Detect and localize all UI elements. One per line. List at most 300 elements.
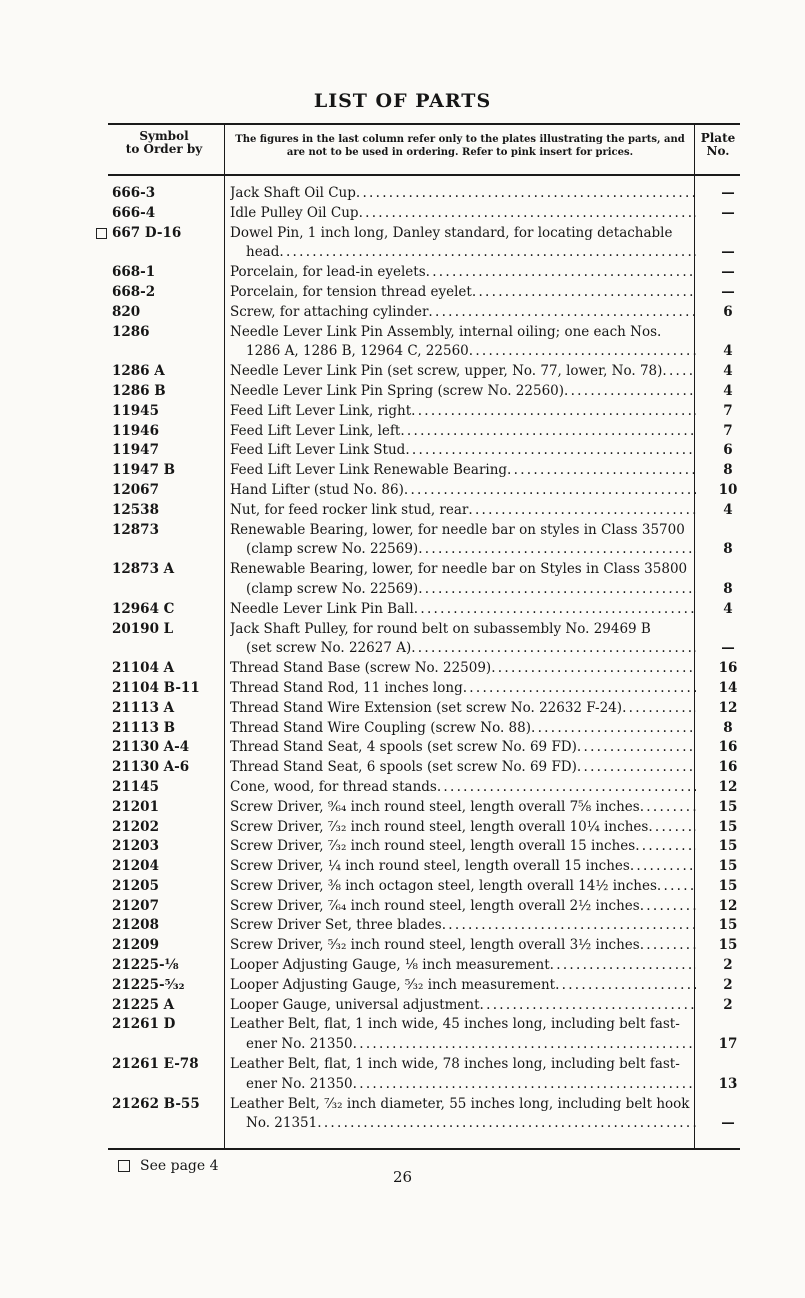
part-symbol xyxy=(112,699,220,719)
part-symbol-text: 21207 xyxy=(112,897,159,914)
plate-number xyxy=(708,1095,748,1135)
table-row xyxy=(0,699,805,719)
part-symbol xyxy=(112,303,220,323)
description-line xyxy=(230,798,696,818)
leader-dots xyxy=(531,719,696,739)
plate-number xyxy=(708,897,748,917)
part-symbol xyxy=(112,818,220,838)
part-symbol-text: 21104 B-11 xyxy=(112,679,200,696)
plate-number-text: 7 xyxy=(723,402,733,419)
description-line xyxy=(230,857,696,877)
part-symbol xyxy=(112,620,220,660)
plate-number xyxy=(708,956,748,976)
leader-dots xyxy=(635,837,696,857)
plate-number xyxy=(708,679,748,699)
description-text: Jack Shaft Pulley, for round belt on subassembly No. 29469 B xyxy=(230,620,651,637)
table-row xyxy=(0,936,805,956)
description-text: Feed Lift Lever Link, left xyxy=(230,422,401,439)
description-line xyxy=(230,679,696,699)
plate-number xyxy=(708,283,748,303)
description-text: Screw Driver, ⁷⁄₃₂ inch round steel, length overall 15 inches xyxy=(230,838,636,855)
part-description xyxy=(230,679,696,699)
description-text: Hand Lifter (stud No. 86) xyxy=(230,481,404,498)
leader-dots xyxy=(353,1035,696,1055)
plate-number xyxy=(708,263,748,283)
description-line xyxy=(230,600,696,620)
checkbox-square-icon xyxy=(96,228,107,239)
leader-dots xyxy=(463,679,696,699)
part-symbol xyxy=(112,184,220,204)
description-line xyxy=(230,382,696,402)
part-symbol xyxy=(112,916,220,936)
plate-number xyxy=(708,521,748,561)
description-text: 1286 A, 1286 B, 12964 C, 22560 xyxy=(246,343,469,360)
description-text: (set screw No. 22627 A) xyxy=(246,640,412,657)
plate-number xyxy=(708,738,748,758)
description-line xyxy=(230,719,696,739)
part-symbol-text: 21113 A xyxy=(112,699,175,716)
part-description xyxy=(230,323,696,363)
description-line xyxy=(230,501,696,521)
plate-number-text: 12 xyxy=(718,699,738,716)
part-symbol xyxy=(112,283,220,303)
part-symbol-text: 1286 xyxy=(112,323,150,340)
part-symbol-text: 1286 B xyxy=(112,382,166,399)
description-text: Looper Adjusting Gauge, ⅛ inch measurement xyxy=(230,957,550,974)
table-row xyxy=(0,382,805,402)
description-line xyxy=(230,1055,696,1075)
part-description xyxy=(230,1095,696,1135)
plate-number-text: 8 xyxy=(723,462,733,479)
description-text: Screw Driver, ⁷⁄₆₄ inch round steel, length overall 2½ inches xyxy=(230,897,640,914)
description-text: Thread Stand Seat, 6 spools (set screw No. 69 FD) xyxy=(230,759,577,776)
table-row xyxy=(0,560,805,600)
part-symbol xyxy=(112,1095,220,1135)
leader-dots xyxy=(640,897,696,917)
plate-number xyxy=(708,857,748,877)
plate-number xyxy=(708,560,748,600)
plate-number-text: 15 xyxy=(718,838,738,855)
part-description xyxy=(230,659,696,679)
plate-number-text: 4 xyxy=(723,363,733,380)
description-line xyxy=(230,1075,696,1095)
description-line xyxy=(230,283,696,303)
part-symbol-text: 21145 xyxy=(112,778,159,795)
description-line xyxy=(230,818,696,838)
description-text: Thread Stand Wire Coupling (screw No. 88) xyxy=(230,719,531,736)
parts-list xyxy=(0,184,805,1134)
part-description xyxy=(230,283,696,303)
table-row xyxy=(0,521,805,561)
description-line xyxy=(230,481,696,501)
part-symbol-text: 1286 A xyxy=(112,363,165,380)
leader-dots xyxy=(657,877,696,897)
header-plate xyxy=(698,132,738,158)
plate-number-text: 16 xyxy=(718,660,738,677)
description-text: Screw Driver, ⁵⁄₃₂ inch round steel, length overall 3½ inches xyxy=(230,937,640,954)
description-text: Needle Lever Link Pin Ball xyxy=(230,600,414,617)
description-text: Thread Stand Seat, 4 spools (set screw No. 69 FD) xyxy=(230,739,577,756)
leader-dots xyxy=(428,303,696,323)
footnote-text: See page 4 xyxy=(140,1158,219,1174)
leader-dots xyxy=(577,758,696,778)
table-row xyxy=(0,224,805,264)
part-symbol xyxy=(112,441,220,461)
table-row xyxy=(0,837,805,857)
part-symbol xyxy=(112,362,220,382)
plate-number xyxy=(708,798,748,818)
description-line xyxy=(230,778,696,798)
part-description xyxy=(230,798,696,818)
leader-dots xyxy=(418,580,696,600)
table-row xyxy=(0,184,805,204)
part-symbol-text: 12067 xyxy=(112,481,159,498)
page-title: LIST OF PARTS xyxy=(313,90,492,112)
table-row xyxy=(0,441,805,461)
part-symbol-text: 668-1 xyxy=(112,264,156,281)
description-text: Renewable Bearing, lower, for needle bar on styles in Class 35700 xyxy=(230,521,685,538)
table-row xyxy=(0,402,805,422)
part-description xyxy=(230,738,696,758)
table-row xyxy=(0,461,805,481)
description-line xyxy=(230,342,696,362)
plate-number xyxy=(708,224,748,264)
description-line xyxy=(230,580,696,600)
plate-number xyxy=(708,818,748,838)
plate-number-text: 16 xyxy=(718,739,738,756)
part-symbol xyxy=(112,877,220,897)
description-line xyxy=(230,936,696,956)
description-text: Looper Adjusting Gauge, ⁵⁄₃₂ inch measurement xyxy=(230,976,556,993)
plate-number-text: 7 xyxy=(723,422,733,439)
part-description xyxy=(230,976,696,996)
leader-dots xyxy=(662,362,696,382)
description-line xyxy=(230,699,696,719)
table-row xyxy=(0,976,805,996)
description-text: Looper Gauge, universal adjustment xyxy=(230,996,480,1013)
part-description xyxy=(230,1055,696,1095)
table-row xyxy=(0,422,805,442)
part-symbol-text: 820 xyxy=(112,303,141,320)
leader-dots xyxy=(411,402,696,422)
plate-number-text: 4 xyxy=(723,501,733,518)
part-symbol xyxy=(112,501,220,521)
part-symbol xyxy=(112,323,220,363)
leader-dots xyxy=(404,481,696,501)
description-text: Feed Lift Lever Link Renewable Bearing xyxy=(230,462,508,479)
table-row xyxy=(0,719,805,739)
leader-dots xyxy=(577,738,696,758)
plate-number-text: 12 xyxy=(718,897,738,914)
plate-number xyxy=(708,501,748,521)
leader-dots xyxy=(472,283,696,303)
description-text: Leather Belt, flat, 1 inch wide, 45 inches long, including belt fast- xyxy=(230,1016,680,1033)
description-line xyxy=(230,659,696,679)
part-description xyxy=(230,204,696,224)
plate-number-text: 17 xyxy=(718,1036,738,1053)
leader-dots xyxy=(555,976,696,996)
description-line xyxy=(230,521,696,541)
description-line xyxy=(230,897,696,917)
description-text: Nut, for feed rocker link stud, rear xyxy=(230,501,469,518)
description-line xyxy=(230,1114,696,1134)
plate-number-text: — xyxy=(721,640,735,657)
leader-dots xyxy=(622,699,696,719)
plate-number xyxy=(708,877,748,897)
description-text: ener No. 21350 xyxy=(246,1075,353,1092)
description-text: Thread Stand Wire Extension (set screw No. 22632 F-24) xyxy=(230,699,623,716)
part-description xyxy=(230,481,696,501)
description-text: Screw Driver Set, three blades xyxy=(230,917,442,934)
page-number: 26 xyxy=(392,1168,413,1186)
plate-number xyxy=(708,362,748,382)
description-line xyxy=(230,639,696,659)
part-description xyxy=(230,877,696,897)
header-top-rule xyxy=(108,123,740,125)
plate-number xyxy=(708,620,748,660)
plate-number xyxy=(708,402,748,422)
description-text: head xyxy=(246,244,280,261)
description-line xyxy=(230,323,696,343)
leader-dots xyxy=(480,996,696,1016)
plate-number-text: 8 xyxy=(723,541,733,558)
leader-dots xyxy=(437,778,696,798)
part-description xyxy=(230,501,696,521)
description-line xyxy=(230,1035,696,1055)
header-bottom-rule xyxy=(108,174,740,176)
description-text: Screw, for attaching cylinder xyxy=(230,303,429,320)
part-symbol xyxy=(112,461,220,481)
part-symbol-text: 11947 B xyxy=(112,462,176,479)
leader-dots xyxy=(356,184,696,204)
plate-number xyxy=(708,382,748,402)
plate-number-text: 10 xyxy=(718,481,738,498)
plate-number-text: 12 xyxy=(718,778,738,795)
plate-number-text: 8 xyxy=(723,719,733,736)
part-symbol-text: 21104 A xyxy=(112,660,175,677)
plate-number xyxy=(708,303,748,323)
plate-number-text: 6 xyxy=(723,303,733,320)
plate-number-text: 16 xyxy=(718,759,738,776)
part-symbol xyxy=(112,837,220,857)
part-symbol-text: 12964 C xyxy=(112,600,175,617)
plate-number-text: 4 xyxy=(723,600,733,617)
part-symbol xyxy=(112,560,220,600)
part-symbol xyxy=(112,738,220,758)
description-line xyxy=(230,916,696,936)
plate-number-text: 15 xyxy=(718,818,738,835)
part-symbol-text: 21113 B xyxy=(112,719,176,736)
plate-number xyxy=(708,659,748,679)
table-row xyxy=(0,857,805,877)
plate-number-text: 2 xyxy=(723,996,733,1013)
part-symbol xyxy=(112,659,220,679)
part-description xyxy=(230,818,696,838)
leader-dots xyxy=(507,461,696,481)
part-symbol-text: 21225-⅛ xyxy=(112,957,179,974)
table-row xyxy=(0,600,805,620)
part-description xyxy=(230,600,696,620)
table-row xyxy=(0,916,805,936)
description-line xyxy=(230,461,696,481)
plate-number-text: — xyxy=(721,283,735,300)
description-text: Screw Driver, ⁷⁄₃₂ inch round steel, length overall 10¼ inches xyxy=(230,818,649,835)
part-symbol xyxy=(112,224,220,264)
description-text: Feed Lift Lever Link, right xyxy=(230,402,412,419)
part-symbol xyxy=(112,382,220,402)
table-row xyxy=(0,204,805,224)
description-line xyxy=(230,184,696,204)
description-line xyxy=(230,956,696,976)
plate-number xyxy=(708,778,748,798)
description-text: Screw Driver, ⅜ inch octagon steel, length overall 14½ inches xyxy=(230,877,657,894)
part-description xyxy=(230,362,696,382)
part-symbol-text: 21262 B-55 xyxy=(112,1095,200,1112)
plate-number xyxy=(708,699,748,719)
table-row xyxy=(0,303,805,323)
plate-number-text: — xyxy=(721,1115,735,1132)
part-description xyxy=(230,857,696,877)
description-text: Porcelain, for lead-in eyelets xyxy=(230,264,426,281)
part-symbol-text: 11947 xyxy=(112,442,159,459)
table-row xyxy=(0,679,805,699)
table-row xyxy=(0,1015,805,1055)
table-row xyxy=(0,501,805,521)
table-row xyxy=(0,956,805,976)
part-description xyxy=(230,956,696,976)
part-description xyxy=(230,758,696,778)
description-text: (clamp screw No. 22569) xyxy=(246,541,419,558)
table-row xyxy=(0,758,805,778)
table-row xyxy=(0,659,805,679)
leader-dots xyxy=(411,639,696,659)
part-symbol xyxy=(112,857,220,877)
part-symbol-text: 21205 xyxy=(112,877,159,894)
part-description xyxy=(230,1015,696,1055)
part-symbol xyxy=(112,481,220,501)
header-description xyxy=(230,133,690,159)
part-description xyxy=(230,402,696,422)
description-line xyxy=(230,540,696,560)
part-symbol-text: 21225-⁵⁄₃₂ xyxy=(112,976,185,993)
part-description xyxy=(230,184,696,204)
table-bottom-rule xyxy=(108,1148,740,1150)
table-row xyxy=(0,738,805,758)
part-symbol xyxy=(112,1015,220,1055)
part-symbol xyxy=(112,719,220,739)
table-row xyxy=(0,778,805,798)
plate-number xyxy=(708,481,748,501)
leader-dots xyxy=(640,798,696,818)
plate-number xyxy=(708,916,748,936)
description-text: (clamp screw No. 22569) xyxy=(246,580,419,597)
part-symbol xyxy=(112,798,220,818)
plate-number xyxy=(708,461,748,481)
description-line xyxy=(230,441,696,461)
description-line xyxy=(230,877,696,897)
header-plate-text: Plate No. xyxy=(700,131,736,158)
description-line xyxy=(230,996,696,1016)
part-symbol-text: 666-4 xyxy=(112,204,156,221)
part-symbol-text: 21130 A-4 xyxy=(112,739,190,756)
part-symbol-text: 666-3 xyxy=(112,185,156,201)
plate-number xyxy=(708,441,748,461)
description-text: Thread Stand Rod, 11 inches long xyxy=(230,679,463,696)
plate-number-text: 15 xyxy=(718,798,738,815)
part-symbol-text: 12873 A xyxy=(112,561,175,578)
table-row xyxy=(0,323,805,363)
leader-dots xyxy=(469,342,696,362)
description-line xyxy=(230,422,696,442)
description-line xyxy=(230,620,696,640)
description-text: Porcelain, for tension thread eyelet xyxy=(230,283,472,300)
plate-number xyxy=(708,976,748,996)
part-symbol-text: 21130 A-6 xyxy=(112,759,190,776)
part-description xyxy=(230,778,696,798)
plate-number xyxy=(708,323,748,363)
plate-number-text: 2 xyxy=(723,957,733,974)
part-symbol xyxy=(112,936,220,956)
description-text: Screw Driver, ¼ inch round steel, length overall 15 inches xyxy=(230,858,630,875)
description-text: Renewable Bearing, lower, for needle bar on Styles in Class 35800 xyxy=(230,561,688,578)
table-row xyxy=(0,263,805,283)
plate-number-text: 15 xyxy=(718,937,738,954)
leader-dots xyxy=(418,540,696,560)
part-description xyxy=(230,422,696,442)
table-row xyxy=(0,818,805,838)
table-row xyxy=(0,897,805,917)
leader-dots xyxy=(400,422,696,442)
part-symbol xyxy=(112,976,220,996)
part-symbol xyxy=(112,956,220,976)
part-symbol-text: 21261 E-78 xyxy=(112,1056,199,1073)
plate-number-text: 4 xyxy=(723,382,733,399)
leader-dots xyxy=(442,916,696,936)
part-description xyxy=(230,620,696,660)
part-symbol-text: 21208 xyxy=(112,917,159,934)
table-row xyxy=(0,798,805,818)
leader-dots xyxy=(564,382,696,402)
part-symbol xyxy=(112,600,220,620)
leader-dots xyxy=(359,204,696,224)
part-symbol xyxy=(112,897,220,917)
part-symbol xyxy=(112,758,220,778)
part-description xyxy=(230,897,696,917)
description-text: Jack Shaft Oil Cup xyxy=(230,185,356,201)
description-text: Needle Lever Link Pin Spring (screw No. 22560) xyxy=(230,382,565,399)
plate-number xyxy=(708,1015,748,1055)
plate-number-text: 2 xyxy=(723,976,733,993)
leader-dots xyxy=(630,857,696,877)
description-text: Idle Pulley Oil Cup xyxy=(230,204,359,221)
description-line xyxy=(230,263,696,283)
plate-number-text: — xyxy=(721,264,735,281)
plate-number xyxy=(708,1055,748,1095)
part-description xyxy=(230,996,696,1016)
description-text: Dowel Pin, 1 inch long, Danley standard, for locating detachable xyxy=(230,224,673,241)
part-description xyxy=(230,441,696,461)
plate-number-text: — xyxy=(721,185,735,201)
description-line xyxy=(230,1095,696,1115)
part-description xyxy=(230,263,696,283)
part-description xyxy=(230,521,696,561)
part-symbol-text: 21261 D xyxy=(112,1016,176,1033)
part-symbol-text: 12873 xyxy=(112,521,159,538)
description-line xyxy=(230,243,696,263)
part-symbol xyxy=(112,996,220,1016)
plate-number xyxy=(708,184,748,204)
part-symbol xyxy=(112,263,220,283)
